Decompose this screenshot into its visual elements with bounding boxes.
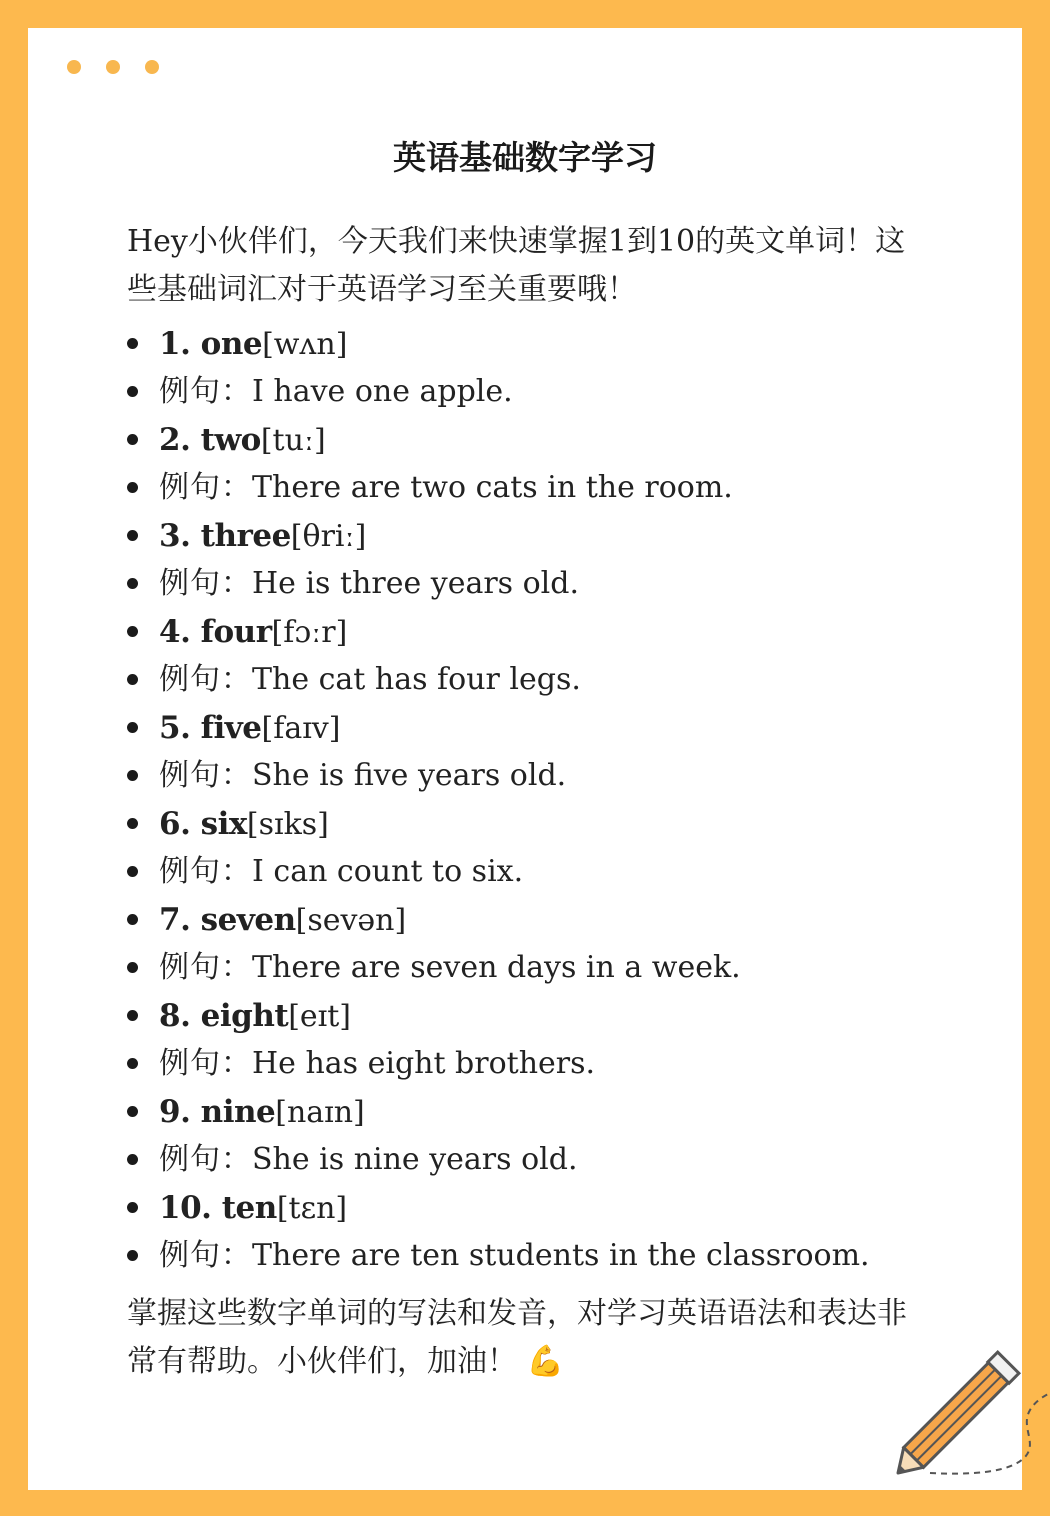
number-word: 7. seven bbox=[159, 902, 296, 938]
example-label: 例句： bbox=[159, 470, 252, 505]
example-sentence: The cat has four legs. bbox=[252, 662, 581, 697]
phonetic: [tɛn] bbox=[276, 1191, 348, 1226]
example-label: 例句： bbox=[159, 1046, 252, 1081]
example-label: 例句： bbox=[159, 566, 252, 601]
example-sentence: I can count to six. bbox=[252, 854, 524, 889]
phonetic: [naɪn] bbox=[275, 1095, 365, 1130]
number-word: 9. nine bbox=[159, 1094, 276, 1130]
example-label: 例句： bbox=[159, 950, 252, 985]
example-sentence: She is nine years old. bbox=[252, 1142, 578, 1177]
example-sentence: There are ten students in the classroom. bbox=[252, 1238, 870, 1273]
outro-paragraph bbox=[127, 1290, 917, 1386]
list-item-word bbox=[127, 992, 947, 1040]
example-label: 例句： bbox=[159, 854, 252, 889]
example-sentence: There are two cats in the room. bbox=[252, 470, 733, 505]
dot-icon bbox=[145, 60, 159, 74]
list-item-word bbox=[127, 512, 947, 560]
page-title: 英语基础数字学习 bbox=[393, 138, 657, 177]
outro-text: 掌握这些数字单词的写法和发音，对学习英语语法和表达非常有帮助。小伙伴们，加油！ bbox=[127, 1296, 907, 1379]
phonetic: [faɪv] bbox=[261, 711, 341, 746]
example-sentence: He has eight brothers. bbox=[252, 1046, 596, 1081]
number-word: 6. six bbox=[159, 806, 247, 842]
list-item-example bbox=[127, 560, 947, 608]
number-word: 2. two bbox=[159, 422, 261, 458]
number-word: 3. three bbox=[159, 518, 291, 554]
phonetic: [tuː] bbox=[260, 423, 326, 458]
list-item-word bbox=[127, 320, 947, 368]
example-label: 例句： bbox=[159, 662, 252, 697]
example-label: 例句： bbox=[159, 374, 252, 409]
list-item-example bbox=[127, 656, 947, 704]
number-word: 4. four bbox=[159, 614, 272, 650]
example-sentence: She is five years old. bbox=[252, 758, 567, 793]
number-word: 1. one bbox=[159, 326, 263, 362]
number-word: 10. ten bbox=[159, 1190, 277, 1226]
list-item-word bbox=[127, 800, 947, 848]
list-item-example bbox=[127, 1040, 947, 1088]
example-sentence: There are seven days in a week. bbox=[252, 950, 741, 985]
list-item-example bbox=[127, 368, 947, 416]
list-item-example bbox=[127, 1232, 947, 1280]
dot-icon bbox=[106, 60, 120, 74]
phonetic: [sevən] bbox=[295, 903, 407, 938]
example-sentence: I have one apple. bbox=[252, 374, 513, 409]
numbers-list bbox=[127, 320, 947, 1280]
list-item-word bbox=[127, 1184, 947, 1232]
list-item-example bbox=[127, 464, 947, 512]
list-item-example bbox=[127, 1136, 947, 1184]
window-dots bbox=[67, 60, 159, 74]
phonetic: [sɪks] bbox=[246, 807, 329, 842]
example-sentence: He is three years old. bbox=[252, 566, 579, 601]
pencil-icon bbox=[880, 1345, 1050, 1485]
intro-paragraph: Hey小伙伴们，今天我们来快速掌握1到10的英文单词！这些基础词汇对于英语学习至关重要哦！ bbox=[127, 224, 906, 307]
list-item-word bbox=[127, 1088, 947, 1136]
phonetic: [eɪt] bbox=[288, 999, 352, 1034]
number-word: 5. five bbox=[159, 710, 262, 746]
muscle-emoji-icon: 💪 bbox=[526, 1344, 564, 1379]
phonetic: [wʌn] bbox=[262, 327, 348, 362]
list-item-example bbox=[127, 848, 947, 896]
phonetic: [θriː] bbox=[290, 519, 367, 554]
phonetic: [fɔːr] bbox=[271, 615, 348, 650]
dot-icon bbox=[67, 60, 81, 74]
example-label: 例句： bbox=[159, 1238, 252, 1273]
example-label: 例句： bbox=[159, 1142, 252, 1177]
list-item-example bbox=[127, 944, 947, 992]
list-item-example bbox=[127, 752, 947, 800]
list-item-word bbox=[127, 704, 947, 752]
list-item-word bbox=[127, 416, 947, 464]
list-item-word bbox=[127, 896, 947, 944]
list-item-word bbox=[127, 608, 947, 656]
number-word: 8. eight bbox=[159, 998, 289, 1034]
example-label: 例句： bbox=[159, 758, 252, 793]
